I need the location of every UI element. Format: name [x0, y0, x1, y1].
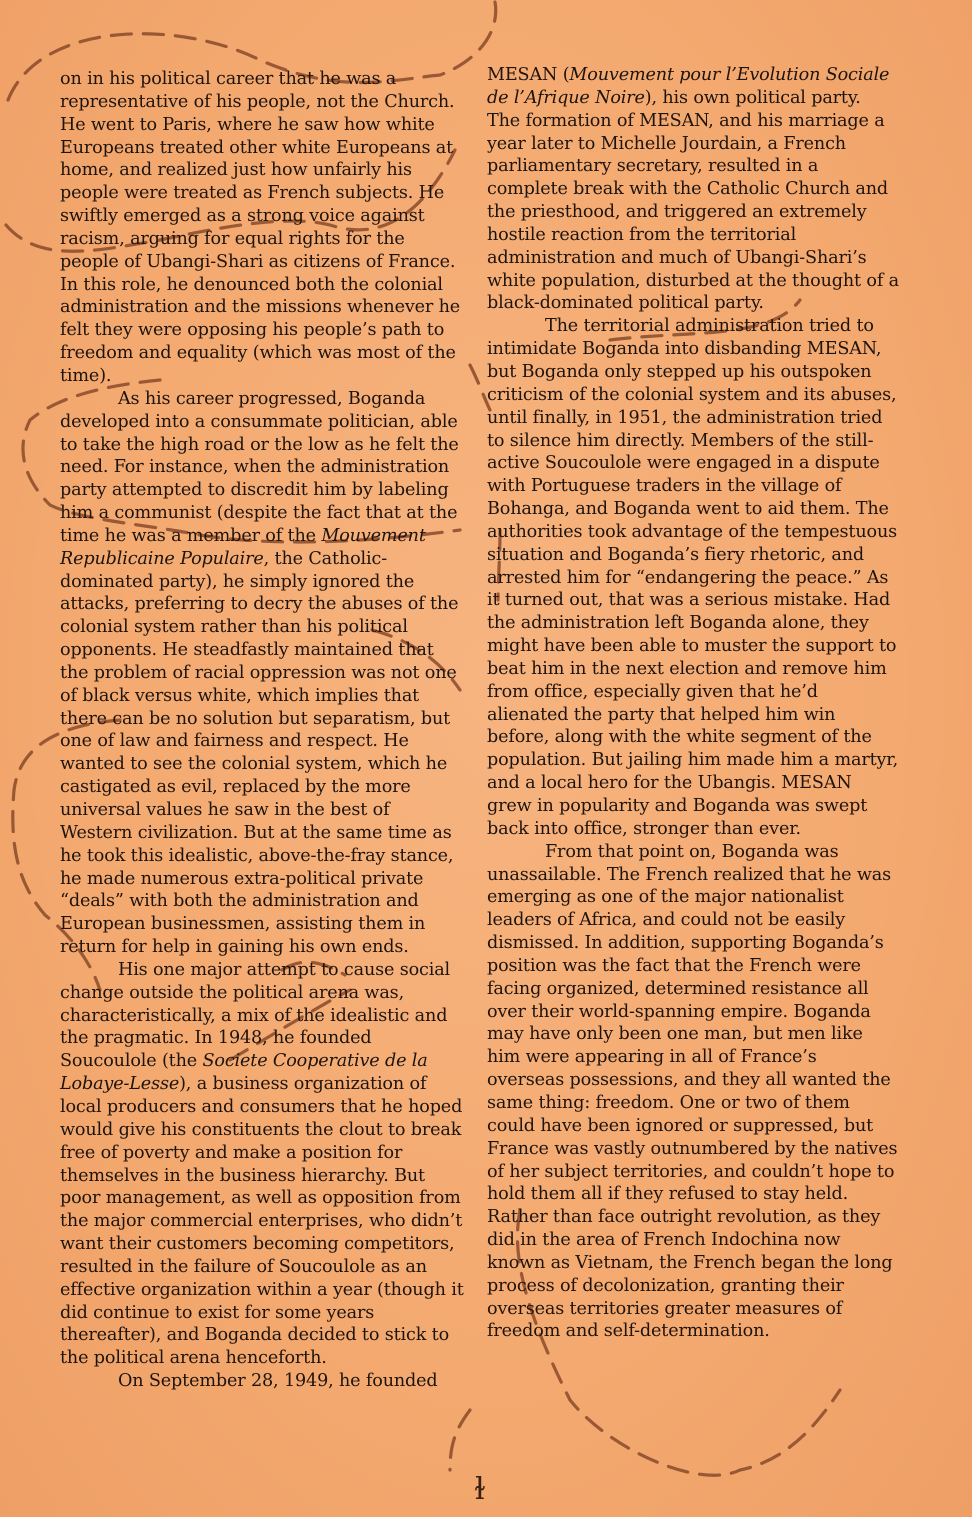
left-text-column [60, 68, 465, 1393]
folio-mark: ɫ [474, 1472, 486, 1507]
left-paragraph-1: on in his political career that he was a representative of his people, not the Church. He went to Paris, where he saw how white Europeans treated other white Europeans at home, and realized just how unfairly his people were treated as French subjects. He swiftly emerged as a strong voice against racism, arguing for equal rights for the people of Ubangi-Shari as citizens of France. In this role, he denounced both the colonial administration and the missions whenever he felt they were opposing his people’s path to freedom and equality (which was most of the time). [60, 69, 461, 386]
right-paragraph-2: The territorial administration tried to intimidate Boganda into disbanding MESAN, but Boganda only stepped up his outspoken criticism of the colonial system and its abuses, until finally, in 1951, the administration tried to silence him directly. Members of the still-active Soucoulole were engaged in a dispute with Portuguese traders in the village of Bohanga, and Boganda went to aid them. The authorities took advantage of the tempestuous situation and Boganda’s fiery rhetoric, and arrested him for “endangering the peace.” As it turned out, that was a serious mistake. Had the administration left Boganda alone, they might have been able to muster the support to beat him in the next election and remove him from office, especially given that he’d alienated the party that helped him win before, along with the white segment of the population. But jailing him made him a martyr, and a local hero for the Ubangis. MESAN grew in popularity and Boganda was swept back into office, stronger than ever. [487, 316, 899, 839]
left-paragraph-2: As his career progressed, Boganda developed into a consummate politician, able to take the high road or the low as he felt the need. For instance, when the administration party attempted to discredit him by labeling him a communist (despite the fact that at the time he was a member of the Mouvement Republicaine Populaire, the Catholic-dominated party), he simply ignored the attacks, preferring to decry the abuses of the colonial system rather than his political opponents. He steadfastly maintained that the problem of racial oppression was not one of black versus white, which implies that there can be no solution but separatism, but one of law and fairness and respect. He wanted to see the colonial system, which he castigated as evil, replaced by the more universal values he saw in the best of Western civilization. But at the same time as he took this idealistic, above-the-fray stance, he made numerous extra-political private “deals” with both the administration and European businessmen, assisting them in return for help in gaining his own ends. [60, 388, 459, 958]
right-paragraph-1: MESAN (Mouvement pour l’Evolution Sociale de l’Afrique Noire), his own political party. The formation of MESAN, and his marriage a year later to Michelle Jourdain, a French parliamentary secretary, resulted in a complete break with the Catholic Church and the priesthood, and triggered an extremely hostile reaction from the territorial administration and much of Ubangi-Shari’s white population, disturbed at the thought of a black-dominated political party. [487, 65, 899, 314]
left-paragraph-4: On September 28, 1949, he founded [118, 1371, 438, 1392]
cooperative-name-italic: Societe Cooperative de la Lobaye-Lesse [60, 1051, 428, 1095]
mesan-name-italic: Mouvement pour l’Evolution Sociale de l’Afrique Noire [487, 65, 890, 108]
right-text-column [487, 64, 899, 1343]
party-name-italic: Mouvement Republicaine Populaire [60, 525, 426, 569]
right-paragraph-3: From that point on, Boganda was unassailable. The French realized that he was emerging as one of the major nationalist leaders of Africa, and could not be easily dismissed. In addition, supporting Boganda’s position was the fact that the French were facing organized, determined resistance all over their world-spanning empire. Boganda may have only been one man, but men like him were appearing in all of France’s overseas possessions, and they all wanted the same thing: freedom. One or two of them could have been ignored or suppressed, but France was vastly outnumbered by the natives of her subject territories, and couldn’t hope to hold them all if they refused to stay held. Rather than face outright revolution, as they did in the area of French Indochina now known as Vietnam, the French began the long process of decolonization, granting their overseas territories greater measures of freedom and self-determination. [487, 841, 898, 1342]
route-bottom-left [450, 1410, 470, 1470]
left-paragraph-3: His one major attempt to cause social change outside the political arena was, characteristically, a mix of the idealistic and the pragmatic. In 1948, he founded Soucoulole (the Societe Cooperative de la Lobaye-Lesse), a business organization of local producers and consumers that he hoped would give his constituents the clout to break free of poverty and make a position for themselves in the business hierarchy. But poor management, as well as opposition from the major commercial enterprises, who didn’t want their customers becoming competitors, resulted in the failure of Soucoulole as an effective organization within a year (though it did continue to exist for some years thereafter), and Boganda decided to stick to the political arena henceforth. [60, 959, 464, 1369]
